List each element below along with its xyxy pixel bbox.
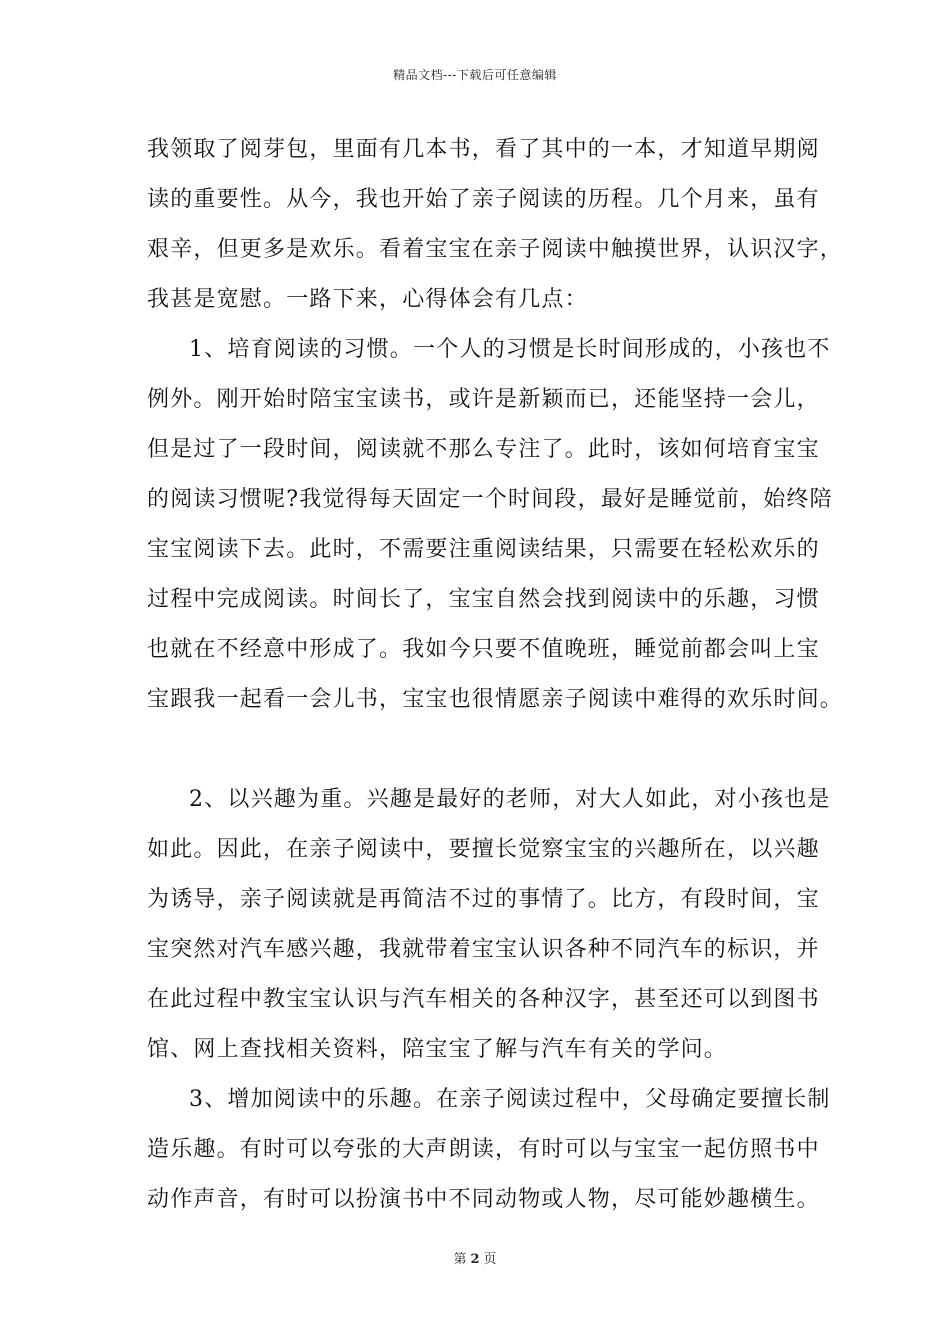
paragraph-line: 如此。因此，在亲子阅读中，要擅长觉察宝宝的兴趣所在，以兴趣 — [147, 837, 820, 862]
page-footer — [0, 1248, 950, 1267]
paragraph-line: 我领取了阅芽包，里面有几本书，看了其中的一本，才知道早期阅 — [147, 137, 820, 162]
paragraph-line: 动作声音，有时可以扮演书中不同动物或人物，尽可能妙趣横生。 — [147, 1187, 820, 1212]
paragraph-line: 也就在不经意中形成了。我如今只要不值晚班，睡觉前都会叫上宝 — [147, 637, 820, 662]
paragraph-line: 例外。刚开始时陪宝宝读书，或许是新颖而已，还能坚持一会儿， — [147, 387, 820, 412]
paragraph-line: 为诱导，亲子阅读就是再简洁不过的事情了。比方，有段时间，宝 — [147, 887, 820, 912]
paragraph-line: 宝宝阅读下去。此时，不需要注重阅读结果，只需要在轻松欢乐的 — [147, 537, 820, 562]
page-number-prefix: 第 — [453, 1252, 467, 1267]
paragraph-line: 宝突然对汽车感兴趣，我就带着宝宝认识各种不同汽车的标识，并 — [147, 937, 820, 962]
paragraph-line: 1、培育阅读的习惯。一个人的习惯是长时间形成的，小孩也不 — [189, 337, 831, 362]
paragraph-line: 在此过程中教宝宝认识与汽车相关的各种汉字，甚至还可以到图书 — [147, 987, 820, 1012]
page-number: 2 — [470, 1252, 480, 1267]
paragraph-line: 馆、网上查找相关资料，陪宝宝了解与汽车有关的学问。 — [147, 1037, 728, 1062]
page-number-suffix: 页 — [483, 1252, 497, 1267]
paragraph-line: 但是过了一段时间，阅读就不那么专注了。此时，该如何培育宝宝 — [147, 437, 820, 462]
paragraph-line: 读的重要性。从今，我也开始了亲子阅读的历程。几个月来，虽有 — [147, 187, 820, 212]
paragraph-line: 3、增加阅读中的乐趣。在亲子阅读过程中，父母确定要擅长制 — [189, 1087, 831, 1112]
paragraph-line: 造乐趣。有时可以夸张的大声朗读，有时可以与宝宝一起仿照书中 — [147, 1137, 820, 1162]
page-header: 精品文档---下载后可任意编辑 — [393, 68, 557, 82]
paragraph-line: 宝跟我一起看一会儿书，宝宝也很情愿亲子阅读中难得的欢乐时间。 — [147, 687, 844, 712]
paragraph-line: 艰辛，但更多是欢乐。看着宝宝在亲子阅读中触摸世界，认识汉字， — [147, 237, 844, 262]
paragraph-line: 我甚是宽慰。一路下来，心得体会有几点： — [147, 287, 588, 312]
paragraph-line: 的阅读习惯呢?我觉得每天固定一个时间段，最好是睡觉前，始终陪 — [147, 487, 833, 512]
paragraph-line: 2、以兴趣为重。兴趣是最好的老师，对大人如此，对小孩也是 — [189, 787, 831, 812]
paragraph-line: 过程中完成阅读。时间长了，宝宝自然会找到阅读中的乐趣，习惯 — [147, 587, 820, 612]
